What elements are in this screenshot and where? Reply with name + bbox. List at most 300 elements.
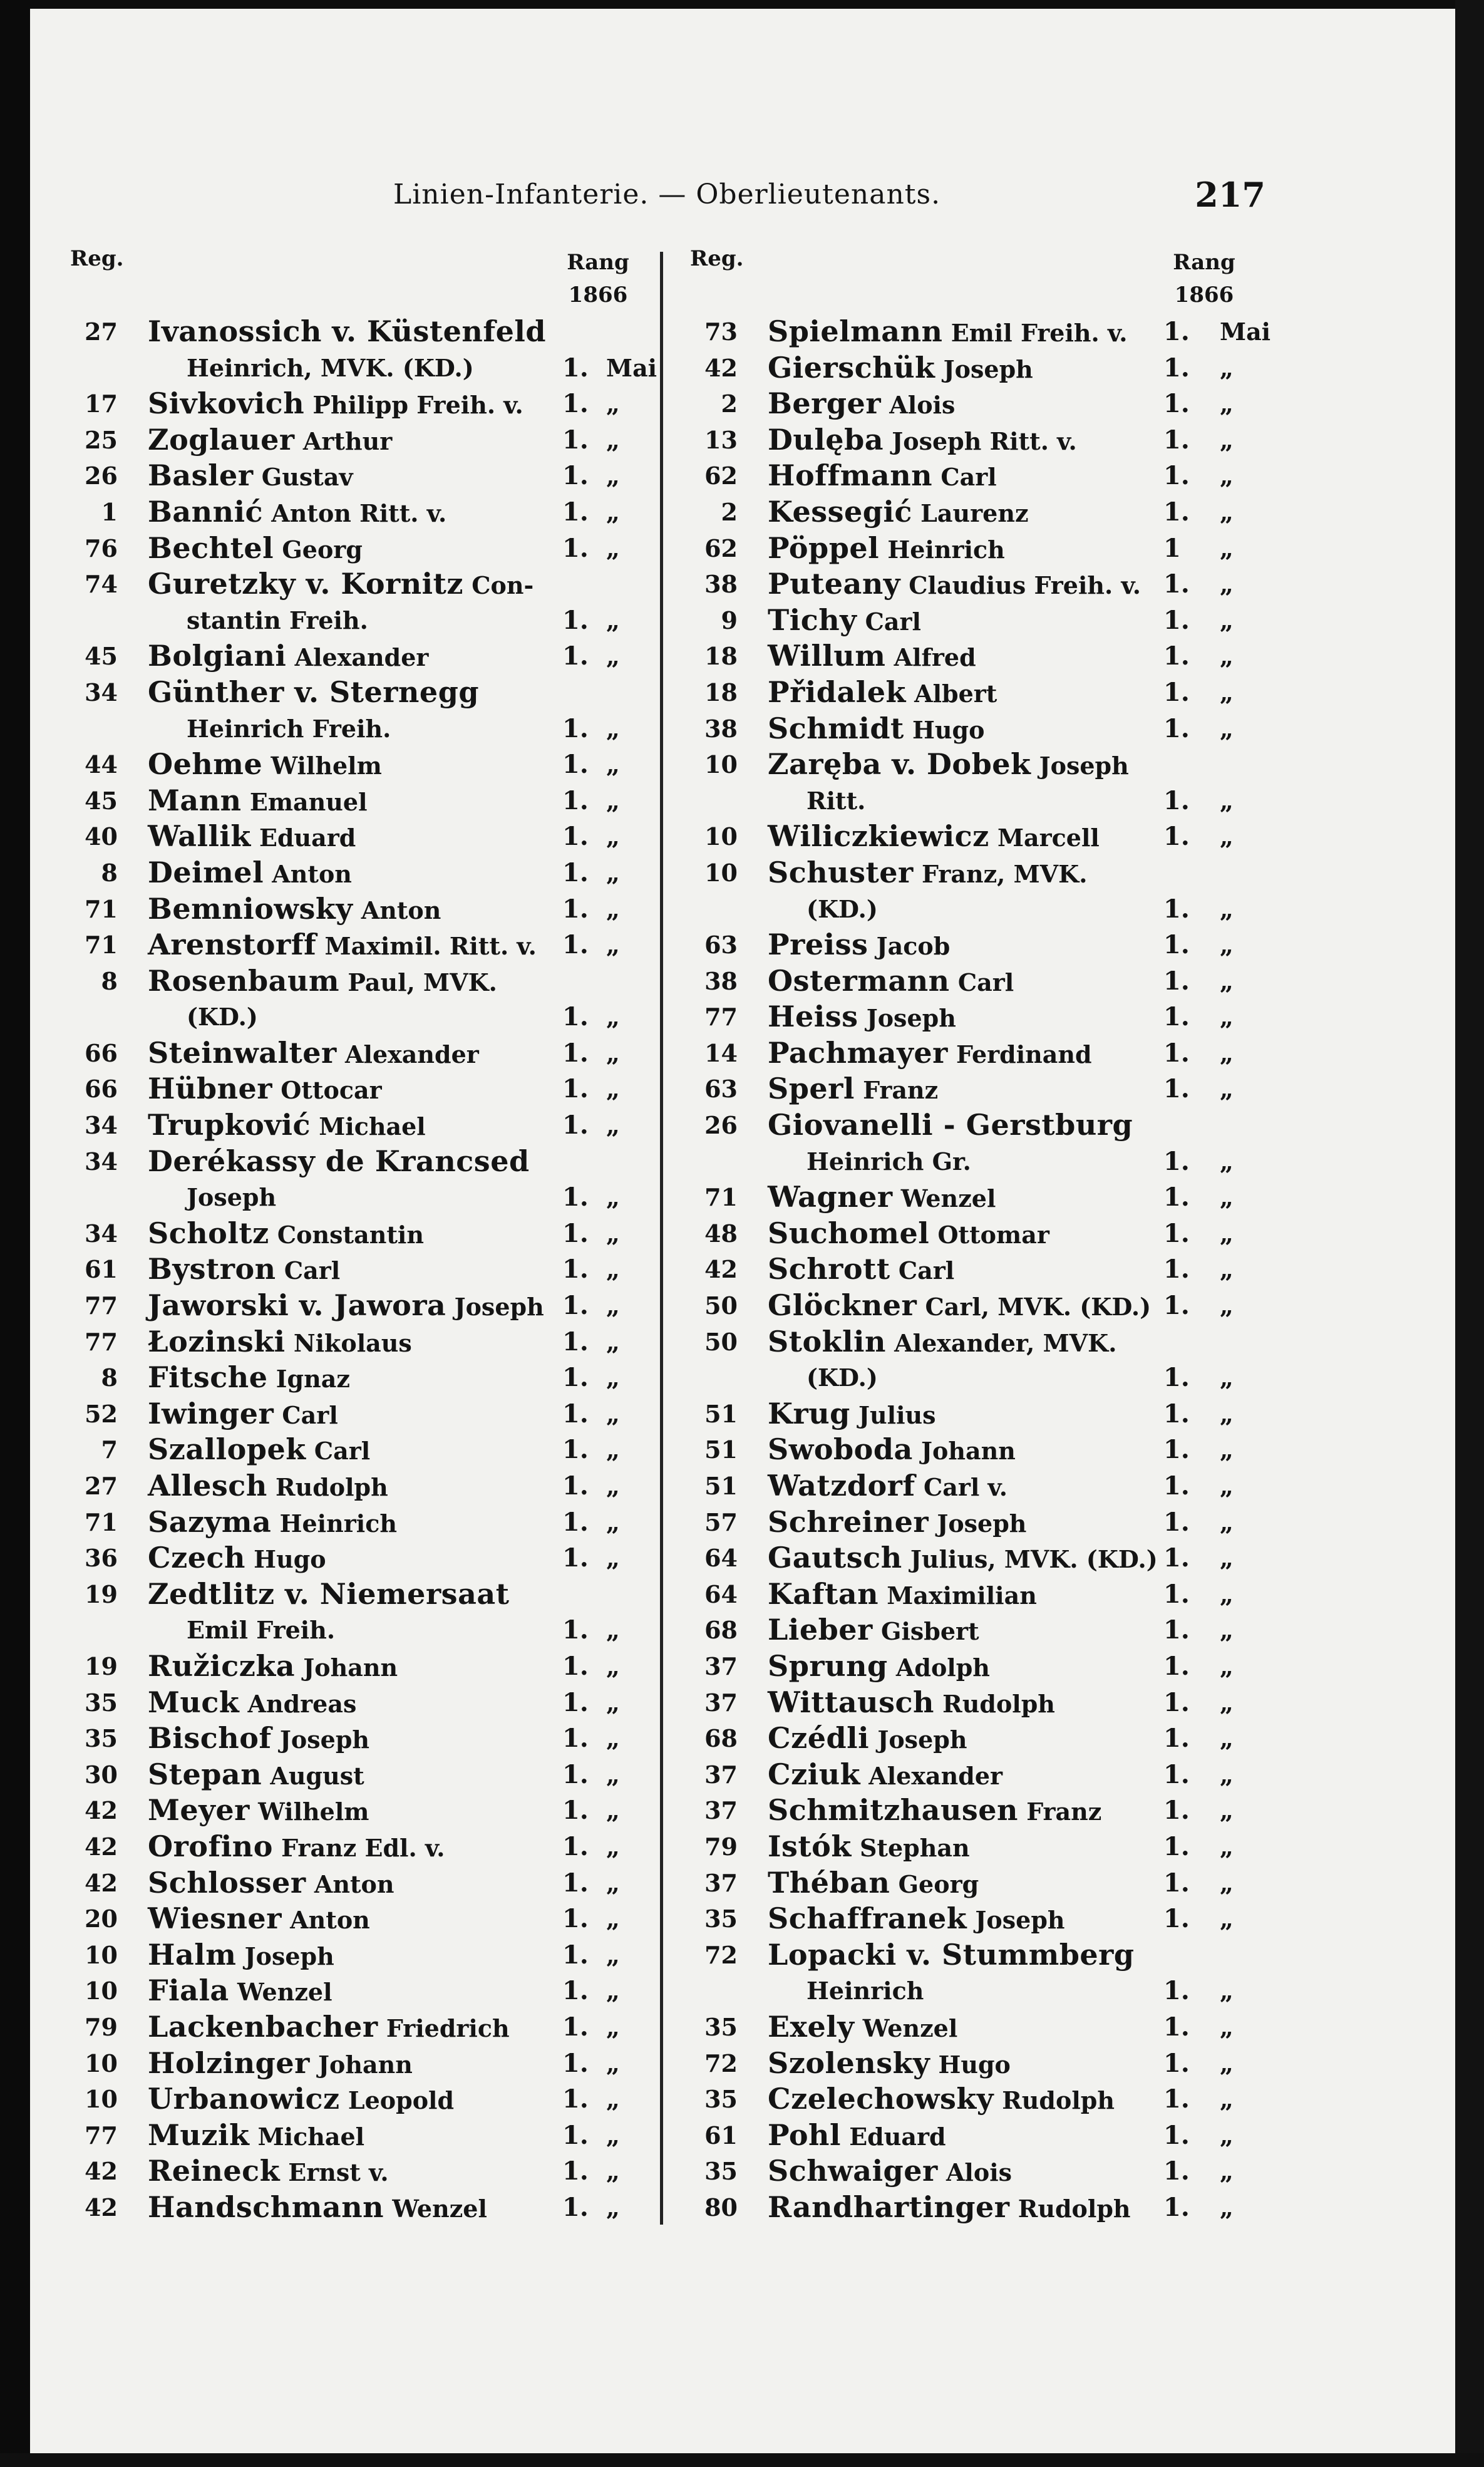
list-item [68,1288,662,1324]
given-name: Alexander [286,643,429,672]
rank-month: „ [1220,2049,1234,2077]
rank-month: „ [606,534,620,562]
rank-month: „ [606,1183,620,1212]
officer-name [768,2153,1012,2191]
regiment-number: 19 [85,1652,118,1680]
given-name: Arthur [294,427,393,455]
surname: Trupković [148,1108,311,1142]
rank-month: „ [1220,1255,1234,1284]
list-item [68,1937,662,1973]
officer-name [148,638,428,676]
officer-name [768,819,1100,856]
rank-month: „ [1220,1183,1234,1212]
name-continuation: Heinrich [806,1977,924,2005]
surname: Reineck [148,2154,281,2188]
rank-month: „ [1220,390,1234,418]
regiment-number: 35 [704,2157,738,2186]
officer-name [768,638,976,676]
given-name: Alois [881,391,956,420]
given-name: Julius [850,1400,936,1429]
regiment-number: 77 [85,1291,118,1320]
given-name: Joseph [236,1942,334,1970]
rank-month: „ [606,1075,620,1104]
surname: Günther v. Sternegg [148,675,480,709]
rank-month: „ [606,931,620,959]
given-name: Georg [274,535,363,564]
given-name: Ottocar [272,1076,382,1105]
list-item [68,2009,662,2045]
given-name: Eduard [840,2122,946,2151]
list-item [688,1216,1245,1252]
officer-name [768,1648,990,1686]
rank-day: 1. [1163,1363,1190,1393]
rank-day: 1. [562,353,589,383]
rank-month: „ [606,822,620,851]
surname: Łozinski [148,1324,286,1358]
given-name: Anton [264,859,352,888]
officer-name [148,1468,388,1506]
surname: Schmitzhausen [768,1793,1018,1828]
surname: Basler [148,458,254,493]
given-name: Maximil. Ritt. v. [316,932,537,961]
rank-day: 1. [562,930,589,960]
surname: Kaftan [768,1576,879,1611]
rank-day: 1. [1163,1651,1190,1681]
given-name: Georg [890,1870,979,1898]
rank-month: „ [1220,1724,1234,1753]
list-item [68,1432,662,1468]
rank-day: 1. [1163,1002,1190,1032]
rank-month: „ [606,606,620,634]
given-name: Ignaz [267,1365,350,1394]
officer-name [148,1865,394,1903]
list-item [688,1648,1245,1685]
surname: Puteany [768,567,901,601]
officer-name [768,1576,1037,1614]
officer-name [148,1685,356,1722]
list-item [68,1035,662,1072]
surname: Pachmayer [768,1035,948,1070]
rank-month: „ [1220,2157,1234,2186]
officer-name [148,891,441,929]
list-item [68,675,662,711]
officer-name [768,1865,979,1903]
given-name: Alexander [860,1761,1003,1790]
regiment-number: 77 [85,2121,118,2149]
given-name: Franz [1018,1797,1102,1826]
rank-month: „ [606,2012,620,2041]
rank-month: „ [1220,497,1234,526]
rank-month: „ [606,1760,620,1789]
left-column [68,244,662,2225]
regiment-number: 52 [85,1399,118,1428]
rank-day: 1. [1163,2012,1190,2042]
rank-day: 1. [562,822,589,852]
surname: Schrott [768,1252,890,1286]
rank-day: 1. [1163,677,1190,707]
rank-day: 1. [562,2012,589,2042]
regiment-number: 45 [85,642,118,671]
rank-day: 1. [1163,1724,1190,1754]
list-item [688,711,1245,747]
rank-day: 1. [562,1327,589,1357]
surname: Orofino [148,1829,273,1863]
regiment-number: 26 [704,1111,738,1140]
given-name: Leopold [339,2086,455,2115]
rank-day: 1. [562,894,589,924]
rank-day: 1. [1163,425,1190,455]
officer-name [148,422,392,460]
list-item [688,819,1245,855]
rank-month: „ [606,2085,620,2114]
officer-name [768,1432,1016,1469]
regiment-number: 77 [85,1327,118,1356]
list-item [688,1792,1245,1829]
rank-day: 1. [1163,1759,1190,1789]
surname: Gierschük [768,350,935,385]
surname: Watzdorf [768,1469,915,1502]
regiment-number: 10 [85,2049,118,2077]
surname: Preiss [768,928,868,962]
given-name: Rudolph [934,1689,1055,1718]
rank-month: „ [1220,822,1234,851]
officer-name [148,963,497,1001]
list-item [68,566,662,603]
regiment-number: 30 [85,1760,118,1789]
list-item [688,1901,1245,1937]
rank-day: 1. [1163,2120,1190,2150]
book-page [30,9,1455,2453]
rank-month: „ [1220,1508,1234,1536]
regiment-number: 50 [704,1327,738,1356]
surname: Exely [768,2009,855,2044]
rank-month: „ [1220,1291,1234,1320]
regiment-number: 35 [704,2085,738,2114]
given-name: Nikolaus [285,1328,412,1357]
list-item [68,1504,662,1541]
surname: Wagner [768,1180,893,1214]
given-name: Joseph [1031,752,1129,780]
surname: Szolensky [768,2045,930,2080]
list-item [688,603,1245,639]
regiment-number: 64 [704,1544,738,1573]
rank-day: 1. [562,2192,589,2222]
rank-day: 1. [562,2048,589,2078]
regiment-number: 35 [85,1688,118,1717]
list-item [688,1612,1245,1648]
officer-name [148,566,533,604]
officer-name [148,1144,530,1181]
officer-name [148,927,537,965]
surname: Allesch [148,1469,267,1502]
officer-name [768,1324,1116,1362]
rank-day: 1. [1163,2156,1190,2186]
surname: Lieber [768,1613,873,1647]
rank-month: „ [606,1616,620,1645]
officer-name [768,603,921,640]
rank-day: 1. [562,1831,589,1861]
surname: Tichy [768,603,857,637]
list-item [688,1144,1245,1180]
surname: Ivanossich v. Küstenfeld [148,314,547,348]
officer-name [148,494,446,532]
surname: Lopacki v. Stummberg [768,1937,1135,1972]
list-item [68,350,662,386]
surname: Rosenbaum [148,963,340,998]
officer-name [768,1792,1101,1830]
rank-day: 1. [1163,966,1190,996]
regiment-number: 34 [85,1147,118,1176]
given-name: Carl [932,463,997,492]
name-continuation: stantin Freih. [187,606,368,634]
regiment-number: 18 [704,642,738,671]
officer-name [148,1973,332,2010]
list-item [688,1829,1245,1865]
given-name: Hugo [904,715,985,744]
surname: Bystron [148,1252,276,1286]
surname: Czédli [768,1721,870,1756]
given-name: Friedrich [378,2014,510,2042]
surname: Spielmann [768,314,943,348]
rank-day: 1. [562,1254,589,1285]
given-name: Philipp Freih. v. [304,391,523,420]
regiment-number: 71 [85,931,118,959]
regiment-number: 42 [85,2193,118,2221]
regiment-number: 61 [85,1255,118,1284]
list-item [68,1144,662,1180]
given-name: Gustav [253,463,353,492]
rank-day: 1. [1163,1254,1190,1285]
given-name: Constantin [269,1220,424,1249]
rank-month: „ [606,786,620,815]
given-name: Franz [854,1076,939,1105]
list-item [68,1179,662,1216]
given-name: Carl, MVK. (KD.) [917,1293,1152,1321]
officer-name [768,1757,1002,1794]
regiment-number: 42 [704,1255,738,1284]
rank-month: „ [606,425,620,454]
rank-month: „ [606,390,620,418]
rank-month: „ [606,1038,620,1067]
rank-day: 1. [1163,1182,1190,1213]
officer-name [148,1035,479,1073]
rank-month: „ [1220,1363,1234,1392]
regiment-number: 48 [704,1219,738,1248]
list-item [688,1396,1245,1432]
given-name: Paul, MVK. [339,968,497,996]
list-item [688,638,1245,675]
officer-name [148,2081,454,2119]
rank-month: „ [606,1508,620,1536]
given-name: Marcell [989,824,1100,852]
scan-border-right [1455,0,1484,2467]
given-name: Rudolph [1009,2194,1131,2223]
surname: Gautsch [768,1541,902,1575]
officer-name [768,350,1033,388]
officer-name [768,1612,979,1650]
regiment-number: 25 [85,425,118,454]
rank-month: „ [606,1796,620,1825]
regiment-number: 50 [704,1291,738,1320]
rank-day: 1. [562,1435,589,1465]
surname: Schlosser [148,1865,306,1900]
surname: Přidalek [768,675,906,709]
list-item [688,458,1245,494]
list-item [688,891,1245,928]
rank-month: „ [1220,1796,1234,1825]
surname: Schmidt [768,711,904,745]
given-name: Joseph [967,1906,1065,1935]
regiment-number: 2 [721,497,738,526]
surname: Glöckner [768,1288,917,1323]
regiment-number: 40 [85,822,118,851]
regiment-number: 9 [721,606,738,634]
surname: Schwaiger [768,2154,938,2188]
surname: Sivkovich [148,386,305,421]
regiment-number: 71 [85,1508,118,1536]
officer-name [768,2081,1115,2119]
left-column-header [68,244,662,314]
regiment-number: 10 [704,750,738,779]
officer-name [768,999,956,1037]
given-name: Joseph [858,1004,956,1033]
rank-month: „ [1220,1219,1234,1248]
rank-month: „ [606,1435,620,1464]
rank-month: „ [606,1291,620,1320]
rank-month: „ [1220,1688,1234,1717]
list-item [688,1324,1245,1360]
officer-name [148,1216,424,1253]
list-item [68,2190,662,2226]
officer-name [768,927,950,965]
list-item [68,1757,662,1793]
rank-day: 1. [562,1904,589,1934]
list-item [68,1216,662,1252]
regiment-number: 35 [704,2012,738,2041]
rank-day: 1. [562,2084,589,2114]
regiment-number: 1 [101,497,118,526]
surname: Lackenbacher [148,2009,378,2044]
given-name: Andreas [239,1689,357,1718]
rank-month: „ [1220,714,1234,743]
rank-month: „ [1220,2012,1234,2041]
rank-day: 1. [1163,1579,1190,1609]
list-item [688,999,1245,1035]
list-item [68,1071,662,1107]
list-item [688,1432,1245,1468]
list-item [688,1071,1245,1107]
surname: Ostermann [768,963,950,998]
rank-month: „ [606,1652,620,1680]
regiment-number: 68 [704,1616,738,1645]
rank-day: 1. [1163,822,1190,852]
officer-name [768,1720,967,1758]
regiment-number: 51 [704,1472,738,1500]
rank-month: „ [1220,894,1234,923]
list-item [68,963,662,1000]
rank-day: 1. [1163,1435,1190,1465]
officer-name [768,2190,1131,2227]
list-item [688,1685,1245,1721]
surname: Guretzky v. Kornitz [148,567,464,601]
regiment-number: 37 [704,1652,738,1680]
rank-month: „ [1220,570,1234,599]
rank-day: 1. [562,1218,589,1248]
rank-day: 1. [1163,461,1190,491]
rank-day: 1. [562,1940,589,1970]
surname: Schaffranek [768,1901,967,1936]
given-name: Claudius Freih. v. [900,571,1141,600]
rank-day: 1. [1163,353,1190,383]
surname: Oehme [148,747,263,782]
rank-day: 1. [1163,317,1190,346]
given-name: Rudolph [267,1473,388,1501]
rank-month: „ [606,750,620,779]
officer-name [148,1071,382,1109]
scan-border-top [0,0,1484,9]
rank-month: „ [606,1399,620,1428]
rank-day: 1. [1163,605,1190,635]
list-item [688,386,1245,422]
rank-day: 1. [1163,1615,1190,1645]
rank-month: „ [1220,642,1234,671]
rank-month: „ [1220,1399,1234,1428]
given-name: Maximilian [879,1581,1037,1610]
list-item [688,2009,1245,2045]
rank-month: „ [606,497,620,526]
surname: Sazyma [148,1504,272,1539]
reg-label: Reg. [70,246,124,271]
rank-month: „ [606,894,620,923]
regiment-number: 10 [85,1977,118,2005]
regiment-number: 27 [85,1472,118,1500]
regiment-number: 44 [85,750,118,779]
officer-name [768,1035,1092,1073]
given-name: Stephan [851,1833,970,1862]
rank-month: „ [1220,1075,1234,1104]
officer-name [768,314,1128,351]
officer-name [768,530,1005,568]
rank-month: „ [1220,2193,1234,2221]
given-name: Ferdinand [947,1040,1092,1068]
rank-day: 1. [1163,1038,1190,1068]
name-continuation: (KD.) [806,1363,878,1392]
name-continuation: Heinrich Freih. [187,714,391,743]
regiment-number: 13 [704,425,738,454]
rank-day: 1. [1163,569,1190,599]
given-name: Joseph Ritt. v. [884,427,1077,455]
list-item [68,783,662,819]
officer-name [768,1179,996,1217]
list-item [688,566,1245,603]
given-name: Franz, MVK. [913,859,1088,888]
rank-month: „ [1220,931,1234,959]
surname: Muzik [148,2118,250,2152]
surname: Giovanelli - Gerstburg [768,1108,1133,1142]
rank-month: „ [1220,1616,1234,1645]
officer-name [148,1360,350,1397]
rank-month: „ [1220,1544,1234,1573]
given-name: Anton [306,1870,394,1898]
list-item [68,1612,662,1648]
list-item [688,1576,1245,1613]
regiment-number: 34 [85,1111,118,1140]
regiment-number: 77 [704,1003,738,1032]
given-name: Alexander, MVK. [885,1328,1117,1357]
list-item [68,927,662,963]
officer-name [768,458,997,495]
rank-month: „ [606,858,620,887]
